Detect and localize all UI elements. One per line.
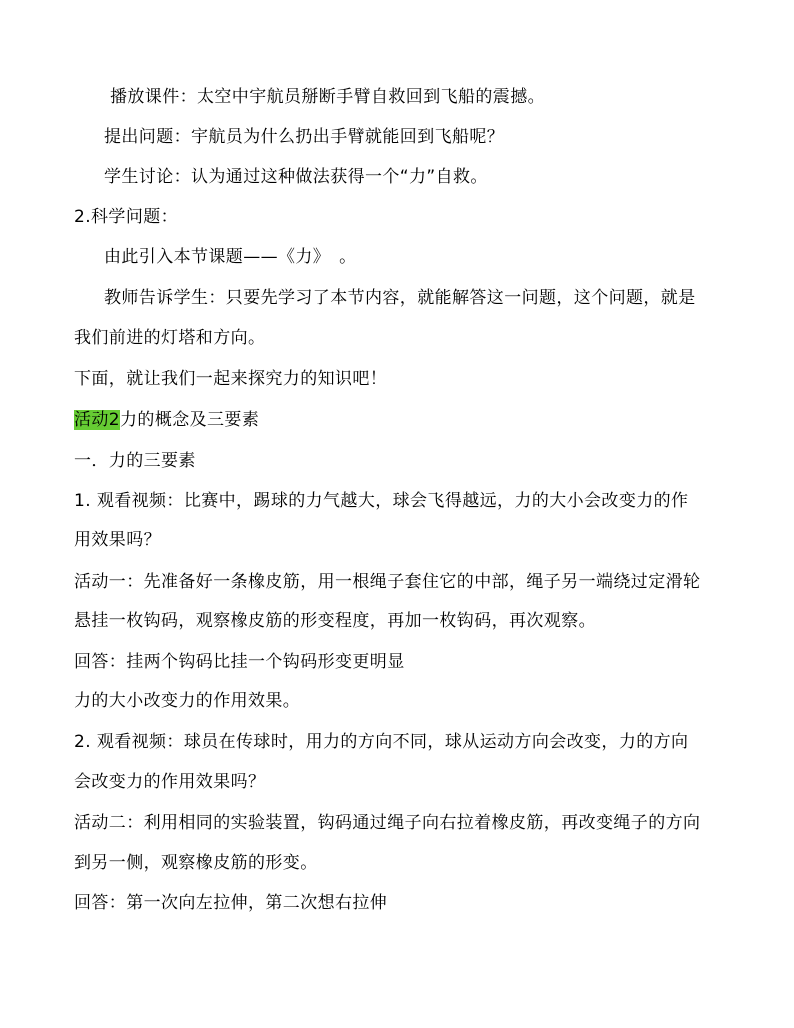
body-line-3: 活动一：先准备好一条橡皮筋，用一根绳子套住它的中部，绳子另一端绕过定滑轮 <box>74 572 701 592</box>
paragraph-science-question: 2.科学问题： <box>74 207 179 227</box>
section-title: 一．力的三要素 <box>74 451 196 471</box>
paragraph-intro: 下面，就让我们一起来探究力的知识吧！ <box>74 369 388 389</box>
paragraph-teacher-1: 教师告诉学生：只要先学习了本节内容，就能解答这一问题，这个问题，就是 <box>104 288 696 308</box>
body-line-4: 悬挂一枚钩码，观察橡皮筋的形变程度，再加一枚钩码，再次观察。 <box>74 611 596 631</box>
activity-heading <box>74 410 259 430</box>
paragraph-teacher-2: 我们前进的灯塔和方向。 <box>74 328 266 348</box>
body-line-11: 回答：第一次向左拉伸，第二次想右拉伸 <box>74 893 388 913</box>
body-line-5: 回答：挂两个钩码比挂一个钩码形变更明显 <box>74 652 405 672</box>
body-line-1: 1. 观看视频：比赛中，踢球的力气越大，球会飞得越远，力的大小会改变力的作 <box>74 491 689 511</box>
body-line-8: 会改变力的作用效果吗？ <box>74 772 266 792</box>
activity-title: 力的概念及三要素 <box>120 410 260 430</box>
activity-label-highlight: 活动2 <box>74 410 121 430</box>
body-line-10: 到另一侧，观察橡皮筋的形变。 <box>74 853 318 873</box>
body-line-7: 2. 观看视频：球员在传球时，用力的方向不同，球从运动方向会改变，力的方向 <box>74 732 689 752</box>
paragraph-courseware: 播放课件：太空中宇航员掰断手臂自救回到飞船的震撼。 <box>110 87 545 107</box>
body-line-9: 活动二：利用相同的实验装置，钩码通过绳子向右拉着橡皮筋，再改变绳子的方向 <box>74 813 701 833</box>
paragraph-question: 提出问题：宇航员为什么扔出手臂就能回到飞船呢？ <box>104 127 505 147</box>
paragraph-topic: 由此引入本节课题——《力》 。 <box>104 247 357 267</box>
body-line-2: 用效果吗？ <box>74 530 161 550</box>
body-line-6: 力的大小改变力的作用效果。 <box>74 691 301 711</box>
paragraph-discussion: 学生讨论：认为通过这种做法获得一个“力”自救。 <box>104 167 488 187</box>
